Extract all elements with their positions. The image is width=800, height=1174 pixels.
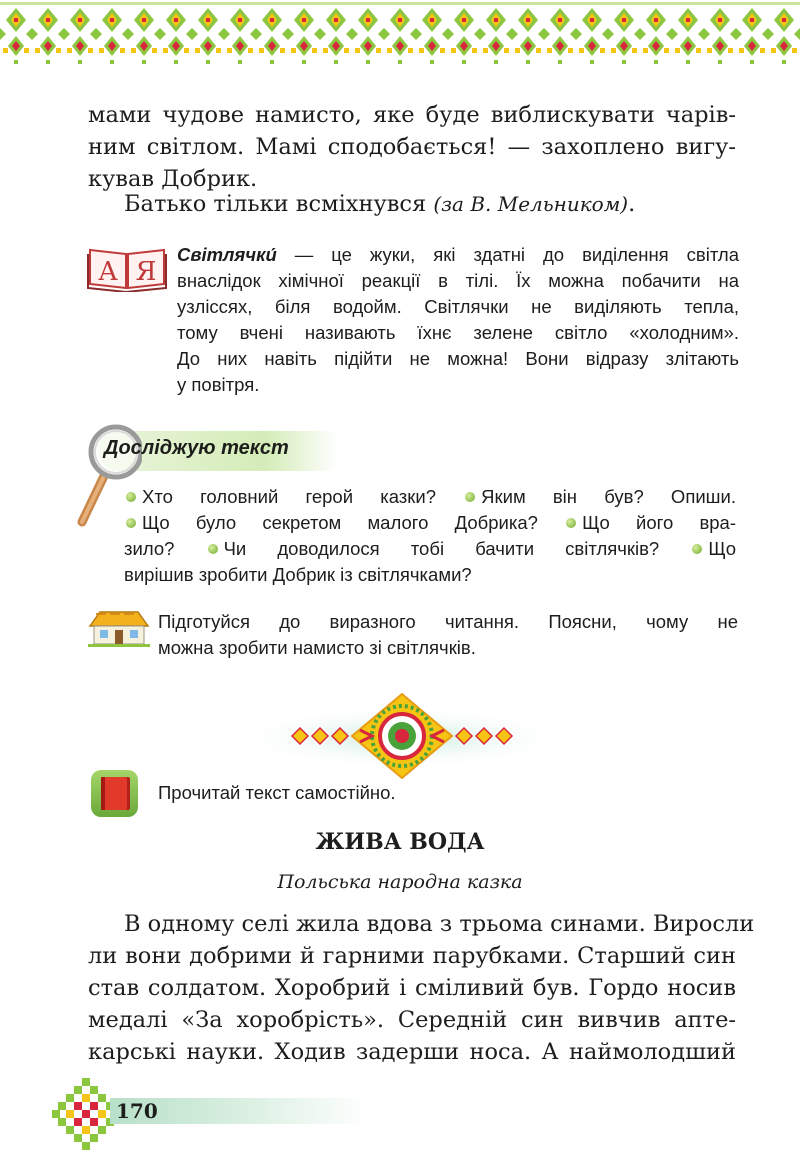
page-number: 170 [116,1099,158,1123]
story-line: ним світлом. Мамі сподобається! — захоплено вигу- [88,134,736,160]
bullet-icon [692,544,702,554]
info-line: внаслідок хімічної реакції в тілі. Їх можна побачити на [177,270,739,291]
story-line: став солдатом. Хоробрий і сміливий був. Гордо носив [88,975,736,1001]
info-line: тому вчені називають їхнє зелене світло «холодним». [177,322,739,343]
question: Хто головний герой казки? [142,486,436,507]
red-book-icon [91,770,138,817]
bullet-icon [126,492,136,502]
period: . [628,191,636,217]
info-paragraph [177,242,739,398]
top-ornament-border [0,0,800,70]
question: вирішив зробити Добрик із світлячками? [124,564,472,585]
question: зило? [124,538,175,559]
abc-book-icon [86,244,168,292]
svg-text:А: А [98,257,118,287]
story-line: В одному селі жила вдова з трьома синами. Виросли [124,911,755,937]
info-line: узліссях, біля водойм. Світлячки не виділяють тепла, [177,296,739,317]
question: Що його вра- [582,512,737,533]
info-line: у повітря. [177,374,260,395]
info-line: — це жуки, які здатні до виділення світла [276,244,739,265]
bullet-icon [465,492,475,502]
task-line: Підготуйся до виразного читання. Поясни, чому не [158,611,738,632]
question: Чи доводилося тобі бачити світлячків? [223,538,660,559]
question: Що [708,538,737,559]
svg-text:Я: Я [135,257,157,287]
divider-ornament [232,690,572,790]
story-line: ли вони добрими й гарними парубками. Старший син [88,943,736,969]
source-citation: (за В. Мельником) [433,192,629,216]
story-line: кував Добрик. [88,166,258,192]
story-line: карські науки. Ходив задерши носа. А наймолодший [88,1039,736,1065]
task-self-text: Прочитай текст самостійно. [158,782,396,803]
bullet-icon [208,544,218,554]
story-line-attribution [124,188,635,220]
questions-block [124,484,736,588]
info-line: До них навіть підійти не можна! Вони відразу злітають [177,348,739,369]
story-line: медалі «За хоробрість». Середній син вивчив апте- [88,1007,736,1033]
bullet-icon [126,518,136,528]
task-reading [158,609,738,661]
task-line: можна зробити намисто зі світлячків. [158,637,476,658]
story-text: Батько тільки всміхнувся [124,191,427,217]
question: Що було секретом малого Добрика? [142,512,538,533]
story-title: ЖИВА ВОДА [315,829,485,855]
story-subtitle: Польська народна казка [277,871,523,893]
question: Яким він був? Опиши. [481,486,736,507]
house-icon [86,608,152,648]
story-line: мами чудове намисто, яке буде виблискувати чарів- [88,102,736,128]
research-title: Досліджую текст [104,437,289,459]
info-term: Світлячки́ [177,244,277,265]
bullet-icon [566,518,576,528]
